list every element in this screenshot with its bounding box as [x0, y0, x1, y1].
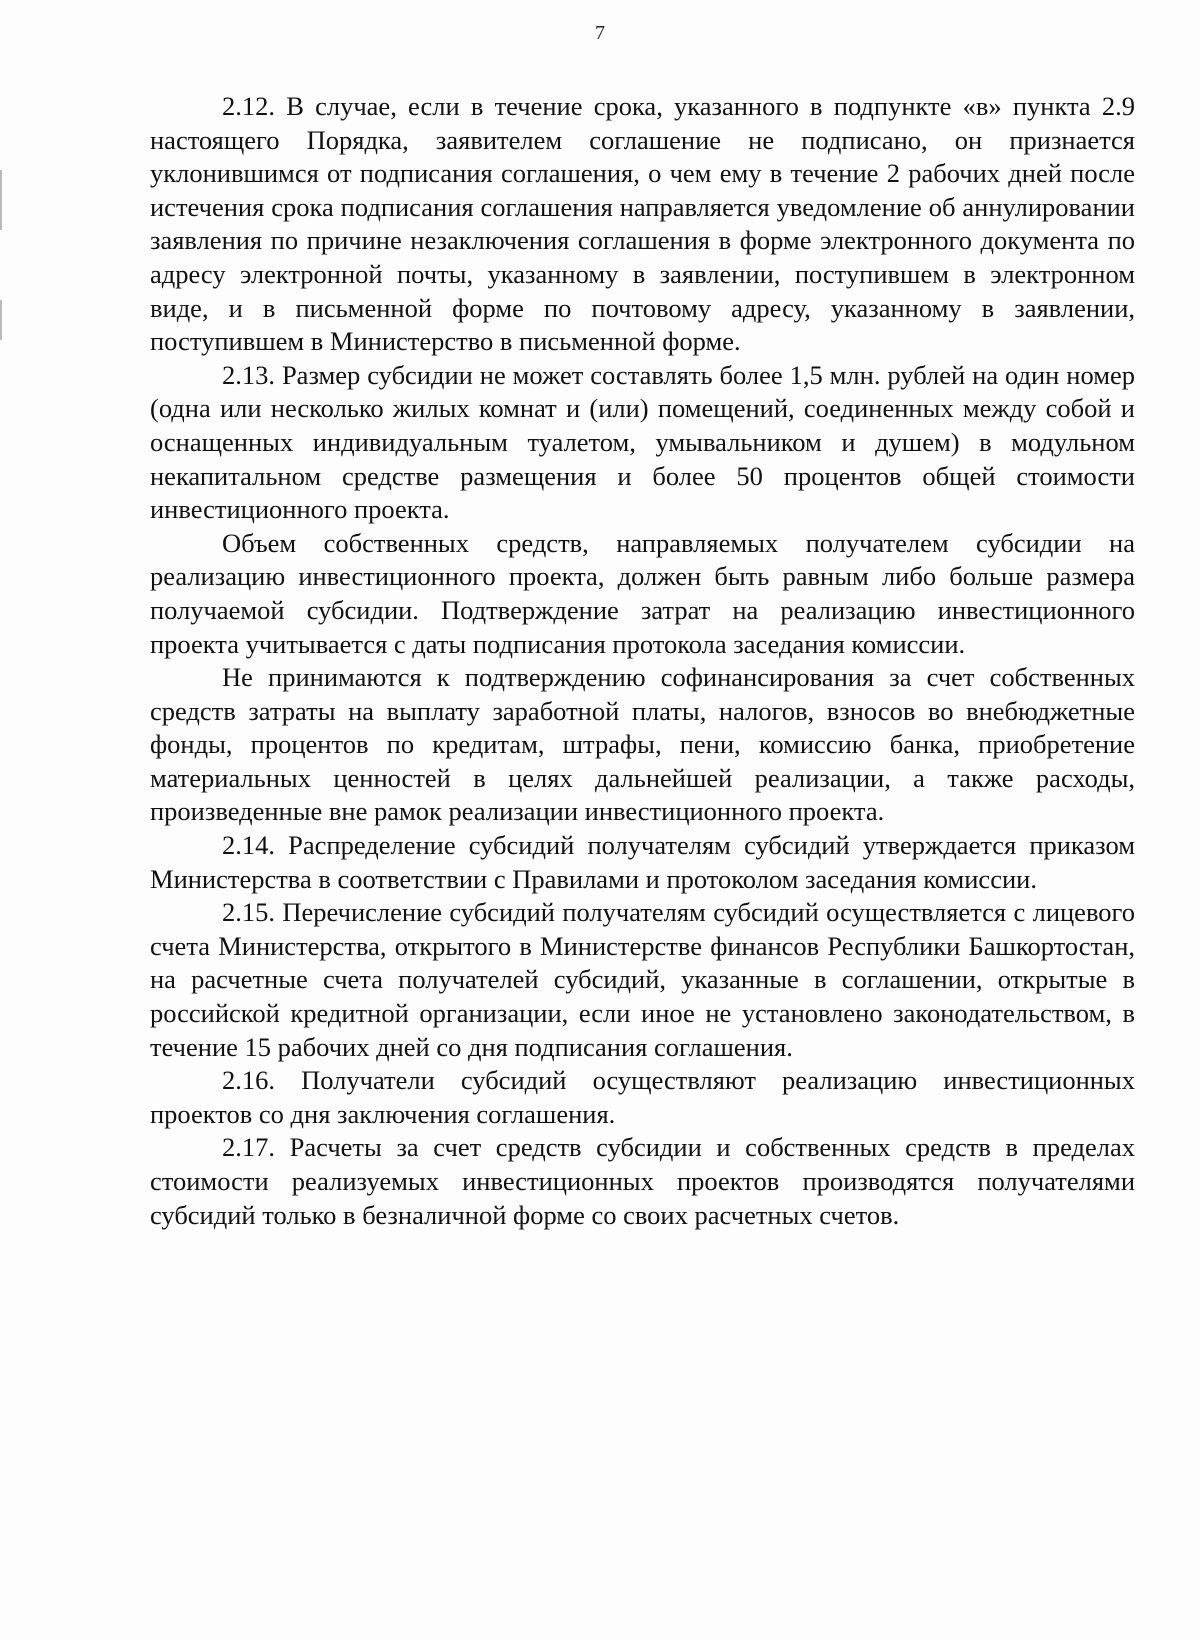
paragraph-own-funds: Объем собственных средств, направляемых получателем субсидии на реализацию инвестиционного проекта, должен быть равным либо больше размера получаемой субсидии. Подтверждение затрат на реализацию инвестиционного проекта учитывается с даты подписания протокола заседания комиссии. [150, 527, 1135, 659]
paragraph-not-accepted-costs: Не принимаются к подтверждению софинансирования за счет собственных средств затраты на выплату заработной платы, налогов, взносов во внебюджетные фонды, процентов по кредитам, штрафы, пени, комиссию банка, приобретение материальных ценностей в целях дальнейшей реализации, а также расходы, произведенные вне рамок реализации инвестиционного проекта. [150, 662, 1135, 827]
paragraph-2-12: 2.12. В случае, если в течение срока, указанного в подпункте «в» пункта 2.9 настоящего Порядка, заявителем соглашение не подписано, он признается уклонившимся от подписания соглашения, о чем ему в течение 2 рабочих дней после истечения срока подписания соглашения направляется уведомление об аннулировании заявления по причине незаключения соглашения в форме электронного документа по адресу электронной почты, указанному в заявлении, поступившем в электронном виде, и в письменной форме по почтовому адресу, указанному в заявлении, поступившем в Министерство в письменной форме. [150, 91, 1135, 357]
document-body [150, 90, 1135, 1232]
paragraph-2-13: 2.13. Размер субсидии не может составлять более 1,5 млн. рублей на один номер (одна или несколько жилых комнат и (или) помещений, соединенных между собой и оснащенных индивидуальным туалетом, умывальником и душем) в модульном некапитальном средстве размещения и более 50 процентов общей стоимости инвестиционного проекта. [150, 359, 1135, 525]
scan-edge-mark [0, 300, 2, 340]
paragraph-2-17: 2.17. Расчеты за счет средств субсидии и собственных средств в пределах стоимости реализуемых инвестиционных проектов производятся получателями субсидий только в безналичной форме со своих расчетных счетов. [150, 1132, 1135, 1230]
paragraph-2-14: 2.14. Распределение субсидий получателям субсидий утверждается приказом Министерства в соответствии с Правилами и протоколом заседания комиссии. [150, 830, 1135, 894]
page-number: 7 [595, 22, 605, 44]
paragraph-2-16: 2.16. Получатели субсидий осуществляют реализацию инвестиционных проектов со дня заключения соглашения. [150, 1065, 1135, 1129]
scan-edge-mark [0, 170, 2, 230]
paragraph-2-15: 2.15. Перечисление субсидий получателям субсидий осуществляется с лицевого счета Министерства, открытого в Министерстве финансов Республики Башкортостан, на расчетные счета получателей субсидий, указанные в соглашении, открытые в российской кредитной организации, если иное не установлено законодательством, в течение 15 рабочих дней со дня подписания соглашения. [150, 897, 1135, 1062]
